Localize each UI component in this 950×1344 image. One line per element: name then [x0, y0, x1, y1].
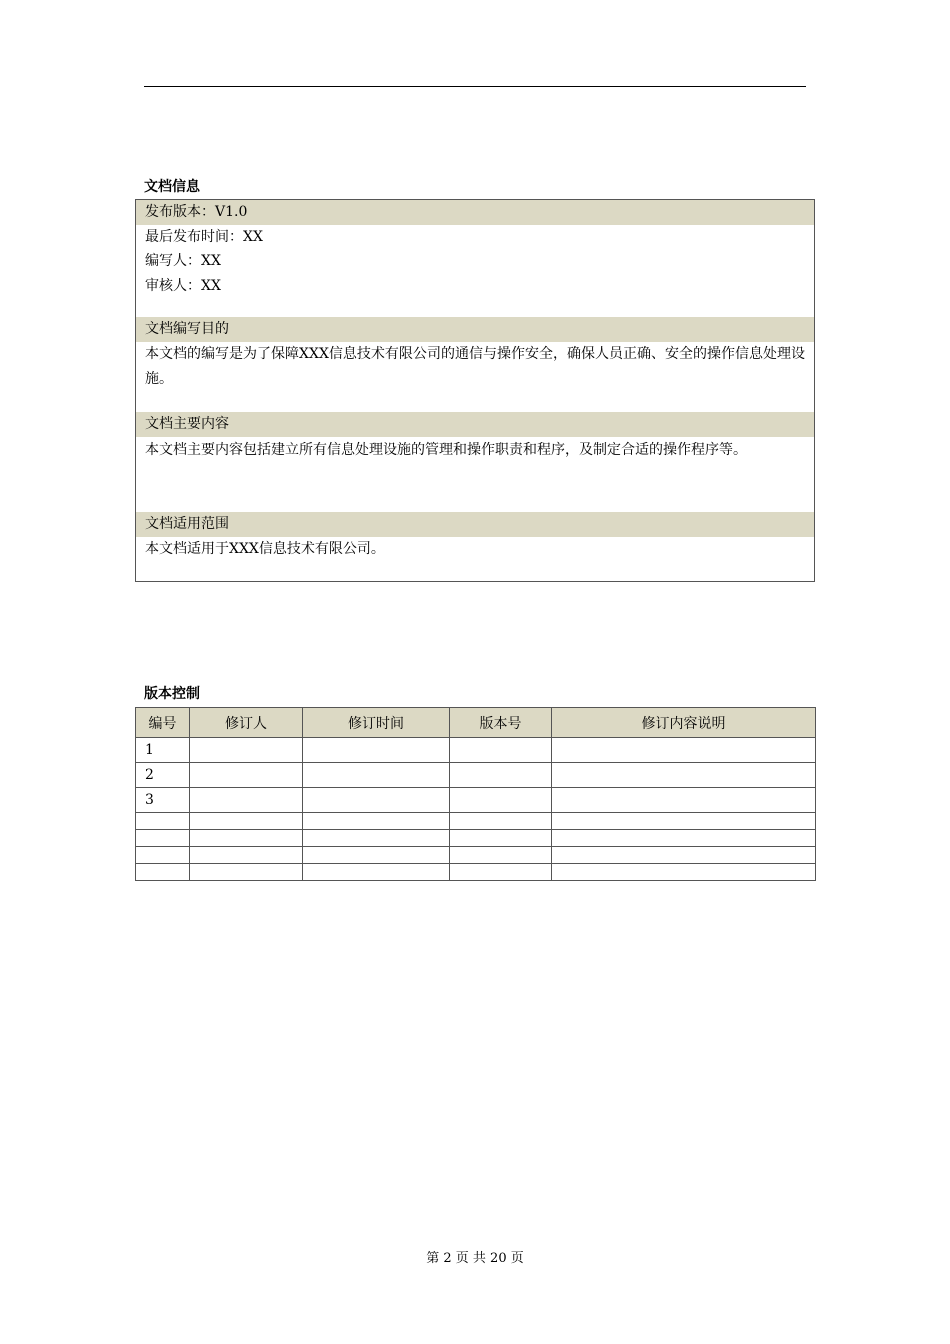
table-cell: [303, 788, 450, 813]
table-cell: [450, 788, 552, 813]
table-cell: [190, 813, 303, 830]
table-cell: [136, 830, 190, 847]
table-cell: 1: [136, 738, 190, 763]
header-revision-notes: 修订内容说明: [552, 708, 816, 738]
table-cell: [136, 847, 190, 864]
content-text: 本文档主要内容包括建立所有信息处理设施的管理和操作职责和程序，及制定合适的操作程序等。: [145, 442, 747, 458]
table-row: [136, 738, 816, 763]
table-cell: [190, 763, 303, 788]
table-cell: [190, 830, 303, 847]
table-cell: [552, 830, 816, 847]
table-row: [136, 847, 816, 864]
table-row: [136, 788, 816, 813]
table-cell: [450, 830, 552, 847]
table-cell: [303, 813, 450, 830]
table-cell: [303, 763, 450, 788]
scope-heading: 文档适用范围: [145, 516, 229, 532]
table-cell: [303, 864, 450, 881]
table-cell: [552, 738, 816, 763]
table-row: [136, 830, 816, 847]
header-reviser: 修订人: [190, 708, 303, 738]
page-number-footer: 第 2 页 共 20 页: [426, 1251, 524, 1266]
table-cell: [552, 763, 816, 788]
table-cell: [190, 864, 303, 881]
table-cell: [303, 830, 450, 847]
version-control-title: 版本控制: [144, 686, 200, 702]
table-header-row: [136, 708, 816, 738]
table-cell: [450, 813, 552, 830]
scope-band: [136, 512, 814, 537]
scope-text: 本文档适用于XXX信息技术有限公司。: [145, 541, 385, 557]
purpose-heading: 文档编写目的: [145, 321, 229, 337]
table-cell: [190, 738, 303, 763]
header-revision-time: 修订时间: [303, 708, 450, 738]
table-row: [136, 763, 816, 788]
table-cell: 3: [136, 788, 190, 813]
table-cell: [303, 847, 450, 864]
table-cell: [450, 847, 552, 864]
table-cell: [450, 864, 552, 881]
table-cell: [136, 813, 190, 830]
header-rule: [144, 86, 806, 87]
doc-info-title: 文档信息: [144, 179, 200, 195]
table-row: [136, 864, 816, 881]
doc-info-box: [135, 199, 815, 582]
last-release-time: 最后发布时间：XX: [145, 229, 263, 245]
table-cell: [552, 788, 816, 813]
version-control-table: [135, 707, 816, 881]
purpose-text: 本文档的编写是为了保障XXX信息技术有限公司的通信与操作安全，确保人员正确、安全的操作信息处理设施。: [145, 346, 805, 387]
table-cell: [190, 788, 303, 813]
purpose-band: [136, 317, 814, 342]
reviewer: 审核人：XX: [145, 278, 221, 294]
table-cell: [450, 738, 552, 763]
table-cell: [552, 847, 816, 864]
table-row: [136, 813, 816, 830]
table-cell: 2: [136, 763, 190, 788]
author: 编写人：XX: [145, 253, 221, 269]
release-version: 发布版本：V1.0: [145, 204, 248, 220]
content-band: [136, 412, 814, 437]
table-cell: [303, 738, 450, 763]
header-version-number: 版本号: [450, 708, 552, 738]
content-heading: 文档主要内容: [145, 416, 229, 432]
table-cell: [136, 864, 190, 881]
table-cell: [190, 847, 303, 864]
version-band: [136, 200, 814, 225]
table-cell: [552, 813, 816, 830]
table-cell: [450, 763, 552, 788]
header-number: 编号: [136, 708, 190, 738]
table-cell: [552, 864, 816, 881]
